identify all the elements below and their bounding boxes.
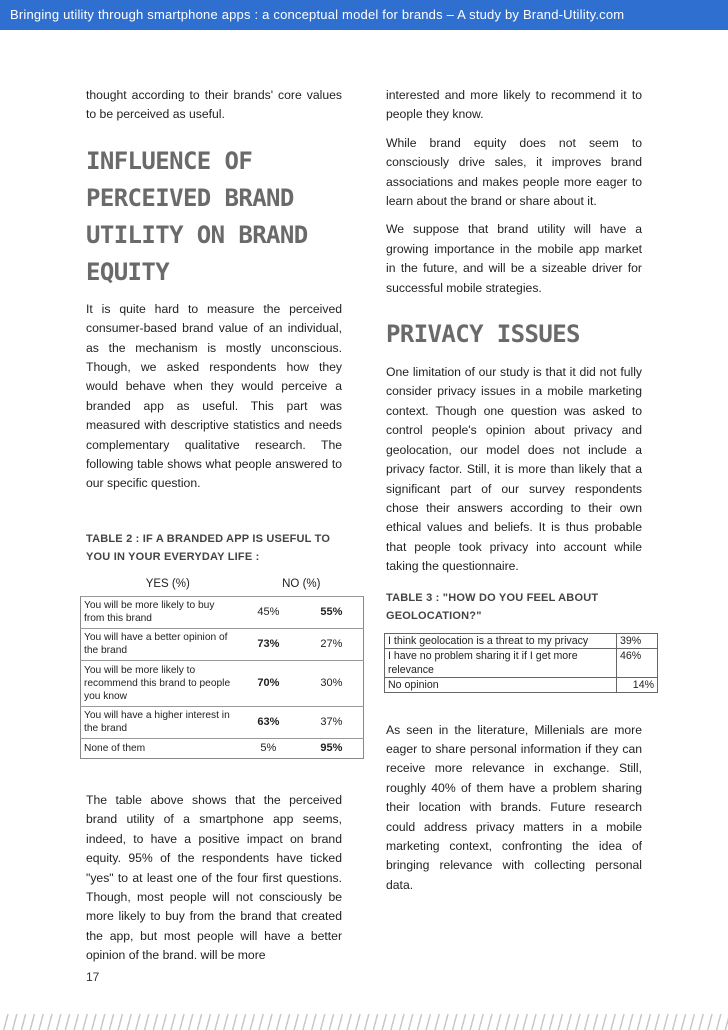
paragraph: As seen in the literature, Millenials are more eager to share personal information if they can receive more relevance in exchange. Still, roughly 40% of them have a problem sharing their location with brands. Future research could address privacy matters in a mobile marketing context, confronting the idea of bringing relevance with collecting personal data.	[386, 722, 642, 892]
footer-hatch-decoration	[0, 1014, 728, 1030]
table-row	[385, 648, 658, 677]
table-row	[385, 677, 658, 692]
table-row	[81, 738, 364, 758]
column-header-no: NO (%)	[282, 577, 321, 590]
table-caption: TABLE 3 : "HOW DO YOU FEEL ABOUT GEOLOCATION?"	[386, 591, 599, 622]
no-value: 95%	[300, 738, 364, 758]
table-row	[81, 706, 364, 738]
paragraph: thought according to their brands' core values to be perceived as useful.	[86, 88, 342, 122]
row-percent: 14%	[617, 677, 658, 692]
yes-value: 45%	[237, 596, 300, 628]
no-value: 30%	[300, 660, 364, 706]
paragraph: interested and more likely to recommend it to people they know.	[386, 88, 642, 122]
right-column	[386, 86, 654, 895]
no-value: 27%	[300, 628, 364, 660]
yes-value: 70%	[237, 660, 300, 706]
table-caption: TABLE 2 : IF A BRANDED APP IS USEFUL TO YOU IN YOUR EVERYDAY LIFE :	[86, 532, 331, 563]
paragraph: It is quite hard to measure the perceived consumer-based brand value of an individual, as the mechanism is mostly unconscious. Though, we asked respondents how they would behave when they would perceive a branded app as useful. This part was measured with descriptive statistics and needs complementary qualitative research. The following table shows what people answered to our specific question.	[86, 301, 342, 491]
row-percent: 46%	[617, 648, 658, 677]
paragraph: The table above shows that the perceived brand utility of a smartphone app seems, indeed, to have a positive impact on brand equity. 95% of the respondents have ticked "yes" to at least one of the four first questions. Though, most people will not consciously be more likely to buy from the brand that created the app, but most people will have a better opinion of the brand. will be more	[86, 792, 342, 963]
row-percent: 39%	[617, 633, 658, 648]
no-value: 37%	[300, 706, 364, 738]
table-row	[81, 660, 364, 706]
row-question: You will be more likely to recommend this brand to people you know	[81, 660, 238, 706]
table-row	[81, 596, 364, 628]
paragraph: One limitation of our study is that it did not fully consider privacy issues in a mobile marketing context. Though one question was asked to control people's opinion about privacy and geolocation, our model does not include a privacy factor. Still, it is more than likely that a significant part of our survey respondents chose their answers according to their own ethical values and beliefs. It is thus probable that people took privacy into account while taking the questionnaire.	[386, 365, 642, 574]
section-heading: PRIVACY ISSUES	[386, 320, 580, 349]
table-3	[384, 633, 654, 693]
left-column	[86, 86, 342, 966]
row-label: I have no problem sharing it if I get more relevance	[385, 648, 617, 677]
row-question: You will have a better opinion of the brand	[81, 628, 238, 660]
column-header-yes: YES (%)	[145, 577, 190, 590]
section-heading: INFLUENCE OF PERCEIVED BRAND UTILITY ON BRAND EQUITY	[86, 146, 308, 286]
page-number: 17	[86, 970, 100, 984]
table-2	[80, 572, 342, 759]
paragraph: While brand equity does not seem to consciously drive sales, it improves brand associations and makes people more eager to learn about the brand or share about it.	[386, 135, 642, 209]
yes-value: 73%	[237, 628, 300, 660]
yes-value: 63%	[237, 706, 300, 738]
row-question: None of them	[81, 738, 238, 758]
header-title: Bringing utility through smartphone apps : a conceptual model for brands – A study by Brand-Utility.com	[10, 7, 625, 22]
row-label: No opinion	[385, 677, 617, 692]
paragraph: We suppose that brand utility will have a growing importance in the mobile app market in the future, and will be a sizeable driver for successful mobile strategies.	[386, 222, 642, 295]
table-row	[81, 628, 364, 660]
row-label: I think geolocation is a threat to my privacy	[385, 633, 617, 648]
row-question: You will be more likely to buy from this brand	[81, 596, 238, 628]
header-banner	[0, 0, 728, 30]
row-question: You will have a higher interest in the brand	[81, 706, 238, 738]
table-row	[385, 633, 658, 648]
no-value: 55%	[300, 596, 364, 628]
yes-value: 5%	[237, 738, 300, 758]
